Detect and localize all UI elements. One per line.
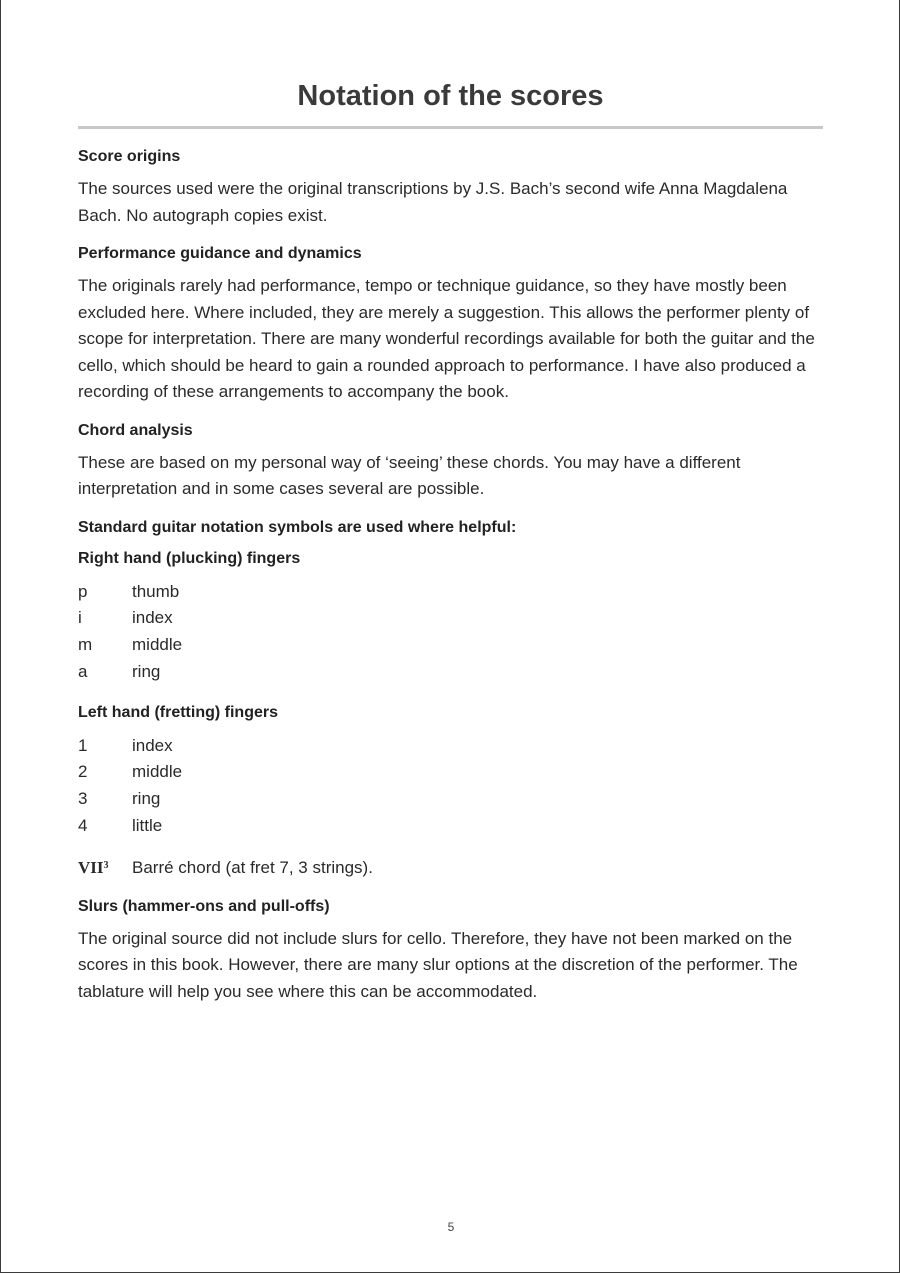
left-hand-list <box>78 733 823 840</box>
finger-meaning: index <box>132 735 173 755</box>
barre-string-count: 3 <box>103 859 109 871</box>
section-body: The original source did not include slurs for cello. Therefore, they have not been marked on the scores in this book. However, there are many slur options at the discretion of the performer. The tablature will help you see where this can be accommodated. <box>78 928 798 1001</box>
section-slurs <box>78 896 823 1006</box>
barre-symbol <box>78 856 132 880</box>
list-item <box>78 786 823 813</box>
section-heading: Standard guitar notation symbols are used where helpful: <box>78 518 517 536</box>
finger-symbol: p <box>78 581 88 601</box>
left-hand-heading: Left hand (fretting) fingers <box>78 703 278 721</box>
title-divider <box>78 126 823 129</box>
finger-symbol: i <box>78 608 82 628</box>
section-body: These are based on my personal way of ‘seeing’ these chords. You may have a different interpretation and in some cases several are possible. <box>78 452 741 498</box>
finger-symbol: m <box>78 635 93 655</box>
barre-notation <box>78 856 823 880</box>
section-heading: Slurs (hammer-ons and pull-offs) <box>78 897 330 915</box>
finger-meaning: thumb <box>132 581 180 601</box>
list-item <box>78 605 823 632</box>
barre-meaning: Barré chord (at fret 7, 3 strings). <box>132 857 373 877</box>
finger-symbol: a <box>78 661 88 681</box>
list-item <box>78 813 823 840</box>
list-item <box>78 632 823 659</box>
finger-meaning: ring <box>132 661 161 681</box>
finger-meaning: ring <box>132 789 161 809</box>
page-title: Notation of the scores <box>297 80 604 112</box>
list-item <box>78 579 823 606</box>
body-flow <box>78 146 823 1005</box>
right-hand-heading: Right hand (plucking) fingers <box>78 549 301 567</box>
list-item <box>78 659 823 686</box>
section-heading: Performance guidance and dynamics <box>78 245 362 262</box>
finger-meaning: little <box>132 816 163 836</box>
finger-meaning: index <box>132 608 173 628</box>
section-heading: Score origins <box>78 148 181 165</box>
finger-symbol: 1 <box>78 735 88 755</box>
right-hand-list <box>78 579 823 686</box>
finger-meaning: middle <box>132 762 183 782</box>
section-performance-guidance <box>78 243 823 406</box>
finger-symbol: 4 <box>78 816 88 836</box>
finger-symbol: 2 <box>78 762 88 782</box>
list-item <box>78 759 823 786</box>
list-item <box>78 733 823 760</box>
section-chord-analysis <box>78 420 823 503</box>
page-number: 5 <box>447 1220 455 1234</box>
finger-symbol: 3 <box>78 789 88 809</box>
finger-meaning: middle <box>132 635 183 655</box>
section-notation-symbols <box>78 517 823 880</box>
barre-fret-numeral: VII <box>78 857 104 877</box>
section-body: The sources used were the original transcriptions by J.S. Bach’s second wife Anna Magdalena Bach. No autograph copies exist. <box>78 179 788 225</box>
section-score-origins <box>78 146 823 229</box>
section-heading: Chord analysis <box>78 421 193 439</box>
section-body: The originals rarely had performance, tempo or technique guidance, so they have mostly been excluded here. Where included, they are merely a suggestion. This allows the performer plenty of scope for interpretation. There are many wonderful recordings available for both the guitar and the cello, which should be heard to gain a rounded approach to performance. I have also produced a recording of these arrangements to accompany the book. <box>78 276 815 401</box>
